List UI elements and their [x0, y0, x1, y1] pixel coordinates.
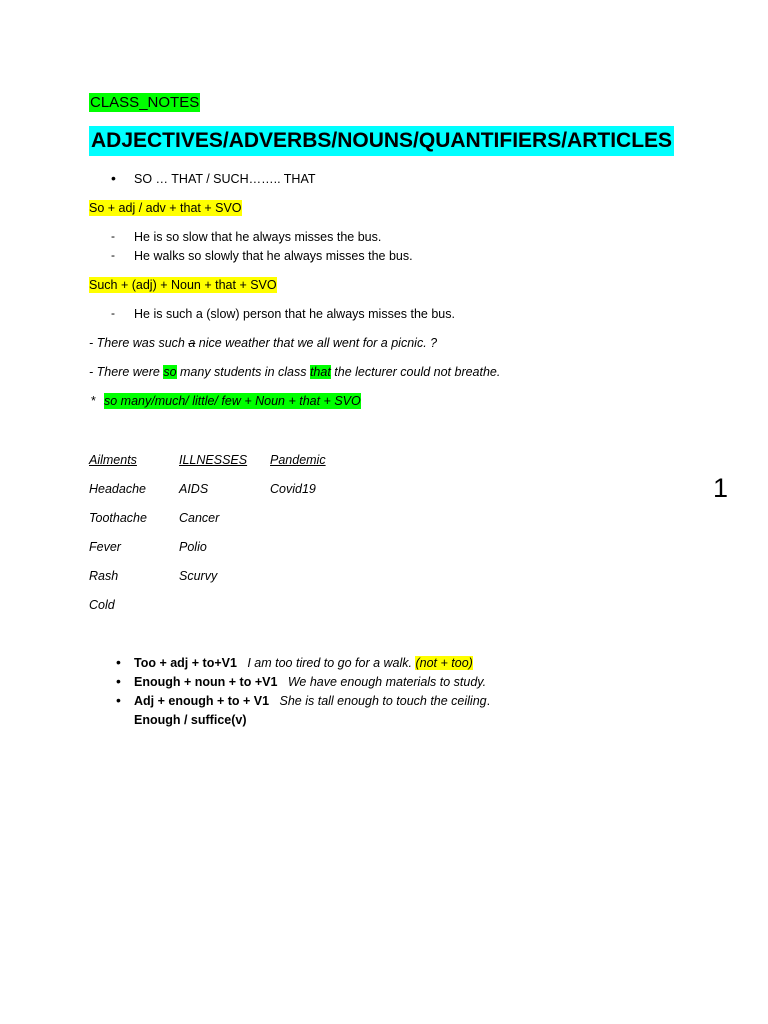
example-text: I am too tired to go for a walk.	[247, 656, 416, 670]
dash-icon: -	[111, 306, 115, 320]
example-students	[89, 364, 500, 380]
table-header: ILLNESSES	[179, 453, 248, 467]
bullet-icon: •	[111, 170, 116, 186]
too-enough-item	[134, 674, 486, 690]
page-number: 1	[713, 473, 729, 503]
too-enough-item	[134, 655, 473, 671]
rule-so-adj: So + adj / adv + that + SVO	[89, 201, 242, 215]
table-cell: Scurvy	[179, 569, 218, 583]
table-cell: Fever	[89, 540, 121, 554]
struck-article: a	[188, 336, 196, 350]
table-cell: Cold	[89, 598, 115, 612]
bullet-icon: •	[116, 654, 121, 670]
page-title: ADJECTIVES/ADVERBS/NOUNS/QUANTIFIERS/ARTICLES	[89, 126, 674, 156]
rule-so-many: so many/much/ little/ few + Noun + that + SVO	[104, 394, 361, 408]
table-cell: Toothache	[89, 511, 147, 525]
example-text: - There were	[89, 365, 164, 379]
rule-text: Adj + enough + to + V1	[134, 694, 270, 708]
note-highlight: (not + too)	[415, 656, 473, 670]
bullet-icon: •	[116, 692, 121, 708]
dash-icon: -	[111, 248, 115, 262]
table-cell: Headache	[89, 482, 146, 496]
table-cell: Covid19	[270, 482, 316, 496]
rule-text: Enough + noun + to +V1	[134, 675, 278, 689]
example-line: He is so slow that he always misses the bus.	[134, 230, 382, 244]
example-weather	[89, 335, 437, 351]
table-header: Ailments	[89, 453, 137, 467]
table-header: Pandemic	[270, 453, 326, 467]
dash-icon: -	[111, 229, 115, 243]
table-cell: AIDS	[179, 482, 209, 496]
table-cell: Rash	[89, 569, 119, 583]
example-text: .	[486, 694, 491, 708]
rule-text: Too + adj + to+V1	[134, 656, 237, 670]
enough-suffice: Enough / suffice(v)	[134, 713, 247, 727]
example-text: nice weather that we all went for a picnic. ?	[195, 336, 438, 350]
bullet-icon: •	[116, 673, 121, 689]
star-marker: *	[91, 394, 96, 408]
class-notes-label: CLASS_NOTES	[90, 94, 200, 111]
example-text: - There was such	[89, 336, 189, 350]
so-such-bullet: SO … THAT / SUCH…….. THAT	[134, 172, 316, 186]
example-text: We have enough materials to study.	[287, 675, 487, 689]
example-text: She is tall enough to touch the ceiling	[279, 694, 487, 708]
rule-such-noun: Such + (adj) + Noun + that + SVO	[89, 278, 277, 292]
example-line: He walks so slowly that he always misses the bus.	[134, 249, 413, 263]
highlight-so: so	[163, 365, 177, 379]
example-text: many students in class	[176, 365, 310, 379]
table-cell: Polio	[179, 540, 207, 554]
highlight-that: that	[309, 365, 331, 379]
table-cell: Cancer	[179, 511, 220, 525]
example-text: the lecturer could not breathe.	[330, 365, 501, 379]
example-line: He is such a (slow) person that he always misses the bus.	[134, 307, 455, 321]
too-enough-item	[134, 693, 490, 709]
